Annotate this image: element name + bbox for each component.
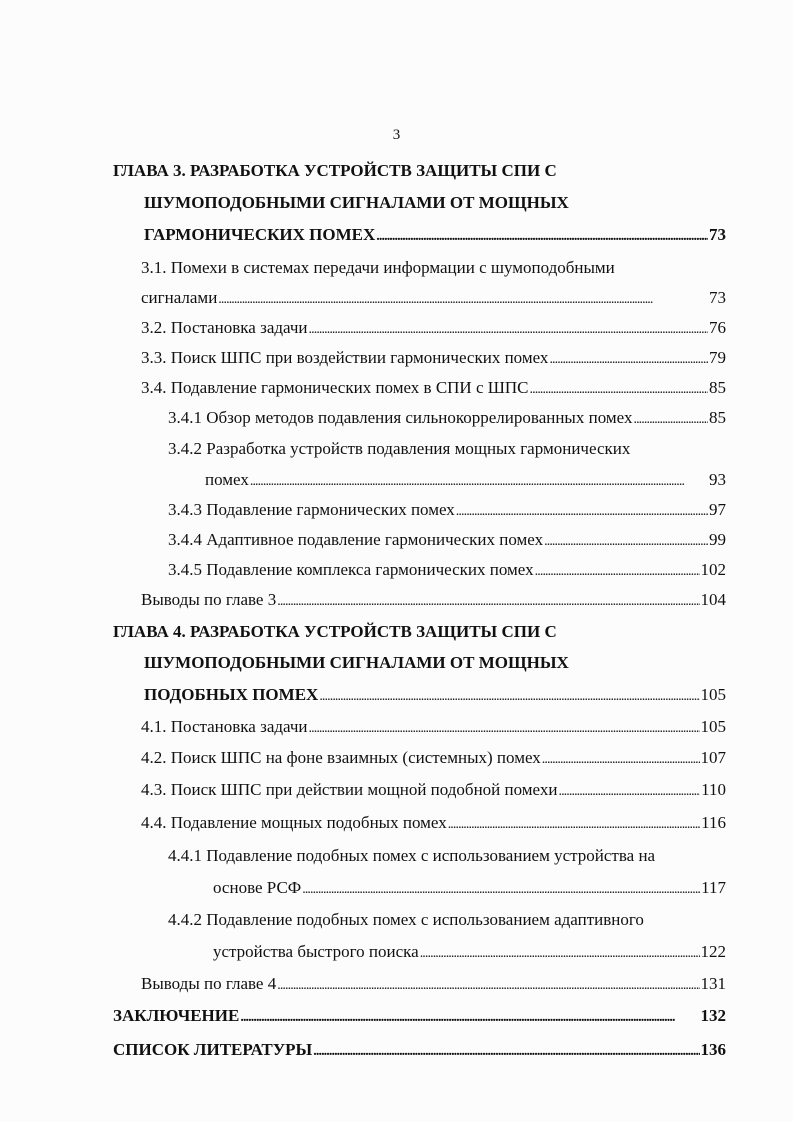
section-3-4-2-line-1: 3.4.2 Разработка устройств подавления мощных гармонических	[168, 439, 631, 458]
conclusions-chapter-3-entry[interactable]	[141, 589, 726, 613]
leader-dots	[277, 589, 699, 613]
section-4-4-1-line-2: основе РСФ	[213, 878, 302, 897]
section-3-4-1-title: 3.4.1 Обзор методов подавления сильнокоррелированных помех	[168, 408, 633, 427]
chapter-4-entry[interactable]	[144, 684, 726, 708]
leader-dots	[240, 1005, 699, 1029]
references-entry[interactable]	[113, 1039, 726, 1063]
section-3-3-entry[interactable]	[141, 347, 726, 371]
section-4-4-entry[interactable]	[141, 812, 726, 836]
chapter-4-title-line-3: ПОДОБНЫХ ПОМЕХ	[144, 685, 319, 704]
section-4-1-title: 4.1. Постановка задачи	[141, 717, 308, 736]
leader-dots	[633, 407, 708, 431]
page-ref: 122	[700, 942, 726, 961]
leader-dots	[376, 224, 708, 248]
section-4-4-2-entry[interactable]	[213, 941, 726, 965]
leader-dots	[549, 347, 708, 371]
section-4-4-1-line-1: 4.4.1 Подавление подобных помех с использованием устройства на	[168, 846, 656, 865]
leader-dots	[319, 684, 699, 708]
leader-dots	[250, 469, 708, 493]
leader-dots	[542, 747, 700, 771]
section-3-4-2-entry[interactable]	[205, 469, 726, 493]
page-ref: 102	[700, 560, 726, 579]
leader-dots	[309, 317, 708, 341]
page-ref: 73	[709, 288, 726, 307]
section-4-4-title: 4.4. Подавление мощных подобных помех	[141, 813, 447, 832]
page-ref: 136	[700, 1040, 726, 1059]
chapter-4-title-line-2: ШУМОПОДОБНЫМИ СИГНАЛАМИ ОТ МОЩНЫХ	[144, 653, 569, 672]
leader-dots	[313, 1039, 699, 1063]
section-4-3-title: 4.3. Поиск ШПС при действии мощной подобной помехи	[141, 780, 558, 799]
leader-dots	[448, 812, 700, 836]
section-3-4-entry[interactable]	[141, 377, 726, 401]
page-ref: 131	[700, 974, 726, 993]
page-ref: 105	[700, 717, 726, 736]
conclusion-title: ЗАКЛЮЧЕНИЕ	[113, 1006, 240, 1025]
page-ref: 73	[709, 225, 726, 244]
page-number: 3	[392, 127, 401, 143]
leader-dots	[544, 529, 708, 553]
section-4-4-2-line-2: устройства быстрого поиска	[213, 942, 419, 961]
page-ref: 85	[709, 378, 726, 397]
chapter-3-entry[interactable]	[144, 224, 726, 248]
page-ref: 93	[709, 470, 726, 489]
section-4-2-title: 4.2. Поиск ШПС на фоне взаимных (системных) помех	[141, 748, 541, 767]
section-3-4-4-entry[interactable]	[168, 529, 726, 553]
section-3-4-4-title: 3.4.4 Адаптивное подавление гармонических помех	[168, 530, 544, 549]
section-3-1-line-1: 3.1. Помехи в системах передачи информации с шумоподобными	[141, 258, 615, 277]
conclusion-entry[interactable]	[113, 1005, 726, 1029]
section-3-2-entry[interactable]	[141, 317, 726, 341]
section-4-2-entry[interactable]	[141, 747, 726, 771]
chapter-3-title-line-3: ГАРМОНИЧЕСКИХ ПОМЕХ	[144, 225, 376, 244]
section-3-4-5-entry[interactable]	[168, 559, 726, 583]
chapter-3-title-line-1: ГЛАВА 3. РАЗРАБОТКА УСТРОЙСТВ ЗАЩИТЫ СПИ С	[113, 161, 557, 180]
leader-dots	[218, 287, 708, 311]
section-4-4-2-line-1: 4.4.2 Подавление подобных помех с использованием адаптивного	[168, 910, 644, 929]
leader-dots	[558, 779, 700, 803]
section-3-4-3-entry[interactable]	[168, 499, 726, 523]
section-4-3-entry[interactable]	[141, 779, 726, 803]
page-ref: 116	[701, 813, 726, 832]
section-3-4-5-title: 3.4.5 Подавление комплекса гармонических помех	[168, 560, 534, 579]
page-ref: 99	[709, 530, 726, 549]
leader-dots	[535, 559, 700, 583]
section-4-4-1-entry[interactable]	[213, 877, 726, 901]
section-3-4-3-title: 3.4.3 Подавление гармонических помех	[168, 500, 455, 519]
leader-dots	[420, 941, 700, 965]
page-ref: 110	[701, 780, 726, 799]
conclusions-chapter-4-title: Выводы по главе 4	[141, 974, 277, 993]
section-3-4-title: 3.4. Подавление гармонических помех в СПИ с ШПС	[141, 378, 529, 397]
page-ref: 117	[701, 878, 726, 897]
page-ref: 105	[700, 685, 726, 704]
leader-dots	[530, 377, 708, 401]
section-3-4-2-line-2: помех	[205, 470, 249, 489]
conclusions-chapter-3-title: Выводы по главе 3	[141, 590, 277, 609]
page-ref: 76	[709, 318, 726, 337]
section-3-3-title: 3.3. Поиск ШПС при воздействии гармонических помех	[141, 348, 549, 367]
leader-dots	[456, 499, 708, 523]
section-4-1-entry[interactable]	[141, 716, 726, 740]
page-ref: 79	[709, 348, 726, 367]
section-3-4-1-entry[interactable]	[168, 407, 726, 431]
section-3-1-entry[interactable]	[141, 287, 726, 311]
conclusions-chapter-4-entry[interactable]	[141, 973, 726, 997]
page-ref: 97	[709, 500, 726, 519]
section-3-2-title: 3.2. Постановка задачи	[141, 318, 308, 337]
page-ref: 107	[700, 748, 726, 767]
references-title: СПИСОК ЛИТЕРАТУРЫ	[113, 1040, 313, 1059]
leader-dots	[309, 716, 700, 740]
page-ref: 132	[700, 1006, 726, 1025]
chapter-3-title-line-2: ШУМОПОДОБНЫМИ СИГНАЛАМИ ОТ МОЩНЫХ	[144, 193, 569, 212]
section-3-1-line-2: сигналами	[141, 288, 218, 307]
page-ref: 85	[709, 408, 726, 427]
leader-dots	[277, 973, 699, 997]
page-ref: 104	[700, 590, 726, 609]
leader-dots	[302, 877, 700, 901]
chapter-4-title-line-1: ГЛАВА 4. РАЗРАБОТКА УСТРОЙСТВ ЗАЩИТЫ СПИ С	[113, 622, 557, 641]
